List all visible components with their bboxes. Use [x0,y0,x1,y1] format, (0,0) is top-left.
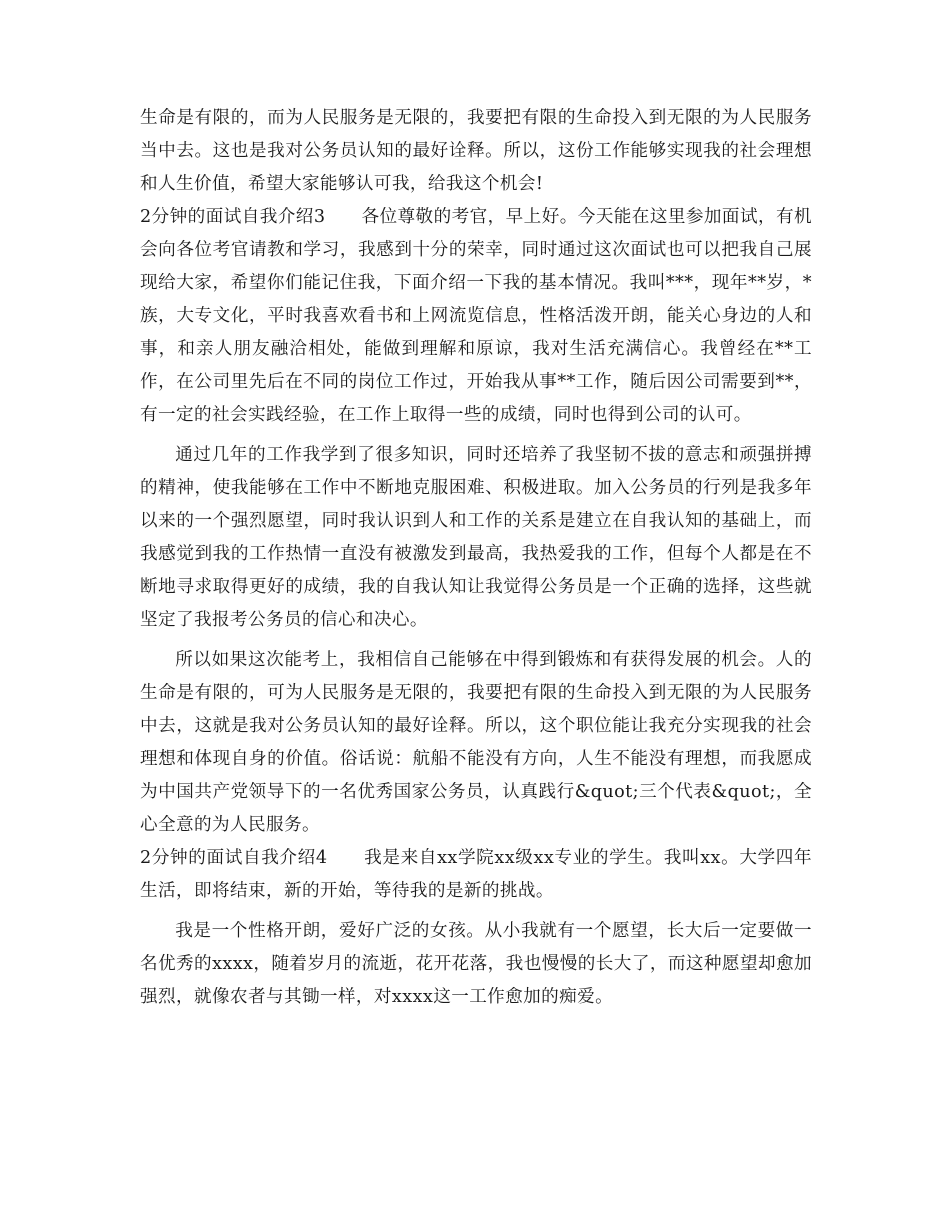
paragraph-work-experience: 通过几年的工作我学到了很多知识，同时还培养了我坚韧不拔的意志和顽强拼搏的精神，使我能够在工作中不断地克服困难、积极进取。加入公务员的行列是我多年以来的一个强烈愿望，同时我认识到人和工作的关系是建立在自我认知的基础上，而我感觉到我的工作热情一直没有被激发到最高，我热爱我的工作，但每个人都是在不断地寻求取得更好的成绩，我的自我认知让我觉得公务员是一个正确的选择，这些就坚定了我报考公务员的信心和决心。 [140,445,812,630]
paragraph-personality: 我是一个性格开朗，爱好广泛的女孩。从小我就有一个愿望，长大后一定要做一名优秀的xxxx，随着岁月的流逝，花开花落，我也慢慢的长大了，而这种愿望却愈加强烈，就像农者与其锄一样，对xxxx这一工作愈加的痴爱。 [140,921,812,1007]
paragraph-continuation: 生命是有限的，而为人民服务是无限的，我要把有限的生命投入到无限的为人民服务当中去。这也是我对公务员认知的最好诠释。所以，这份工作能够实现我的社会理想和人生价值，希望大家能够认可我，给我这个机会! [140,108,812,194]
paragraph-intro-3: 2分钟的面试自我介绍3 各位尊敬的考官，早上好。今天能在这里参加面试，有机会向各位考官请教和学习，我感到十分的荣幸，同时通过这次面试也可以把我自己展现给大家，希望你们能记住我，下面介绍一下我的基本情况。我叫***，现年**岁，*族，大专文化，平时我喜欢看书和上网流览信息，性格活泼开朗，能关心身边的人和事，和亲人朋友融洽相处，能做到理解和原谅，我对生活充满信心。我曾经在**工作，在公司里先后在不同的岗位工作过，开始我从事**工作，随后因公司需要到**，有一定的社会实践经验，在工作上取得一些的成绩，同时也得到公司的认可。 [140,207,812,425]
paragraph-intro-4: 2分钟的面试自我介绍4 我是来自xx学院xx级xx专业的学生。我叫xx。大学四年生活，即将结束，新的开始，等待我的是新的挑战。 [140,848,812,901]
document-body [140,102,812,1014]
paragraph-aspiration: 所以如果这次能考上，我相信自己能够在中得到锻炼和有获得发展的机会。人的生命是有限的，可为人民服务是无限的，我要把有限的生命投入到无限的为人民服务中去，这就是我对公务员认知的最好诠释。所以，这个职位能让我充分实现我的社会理想和体现自身的价值。俗话说：航船不能没有方向，人生不能没有理想，而我愿成为中国共产党领导下的一名优秀国家公务员，认真践行&quot;三个代表&quot;，全心全意的为人民服务。 [140,650,812,835]
